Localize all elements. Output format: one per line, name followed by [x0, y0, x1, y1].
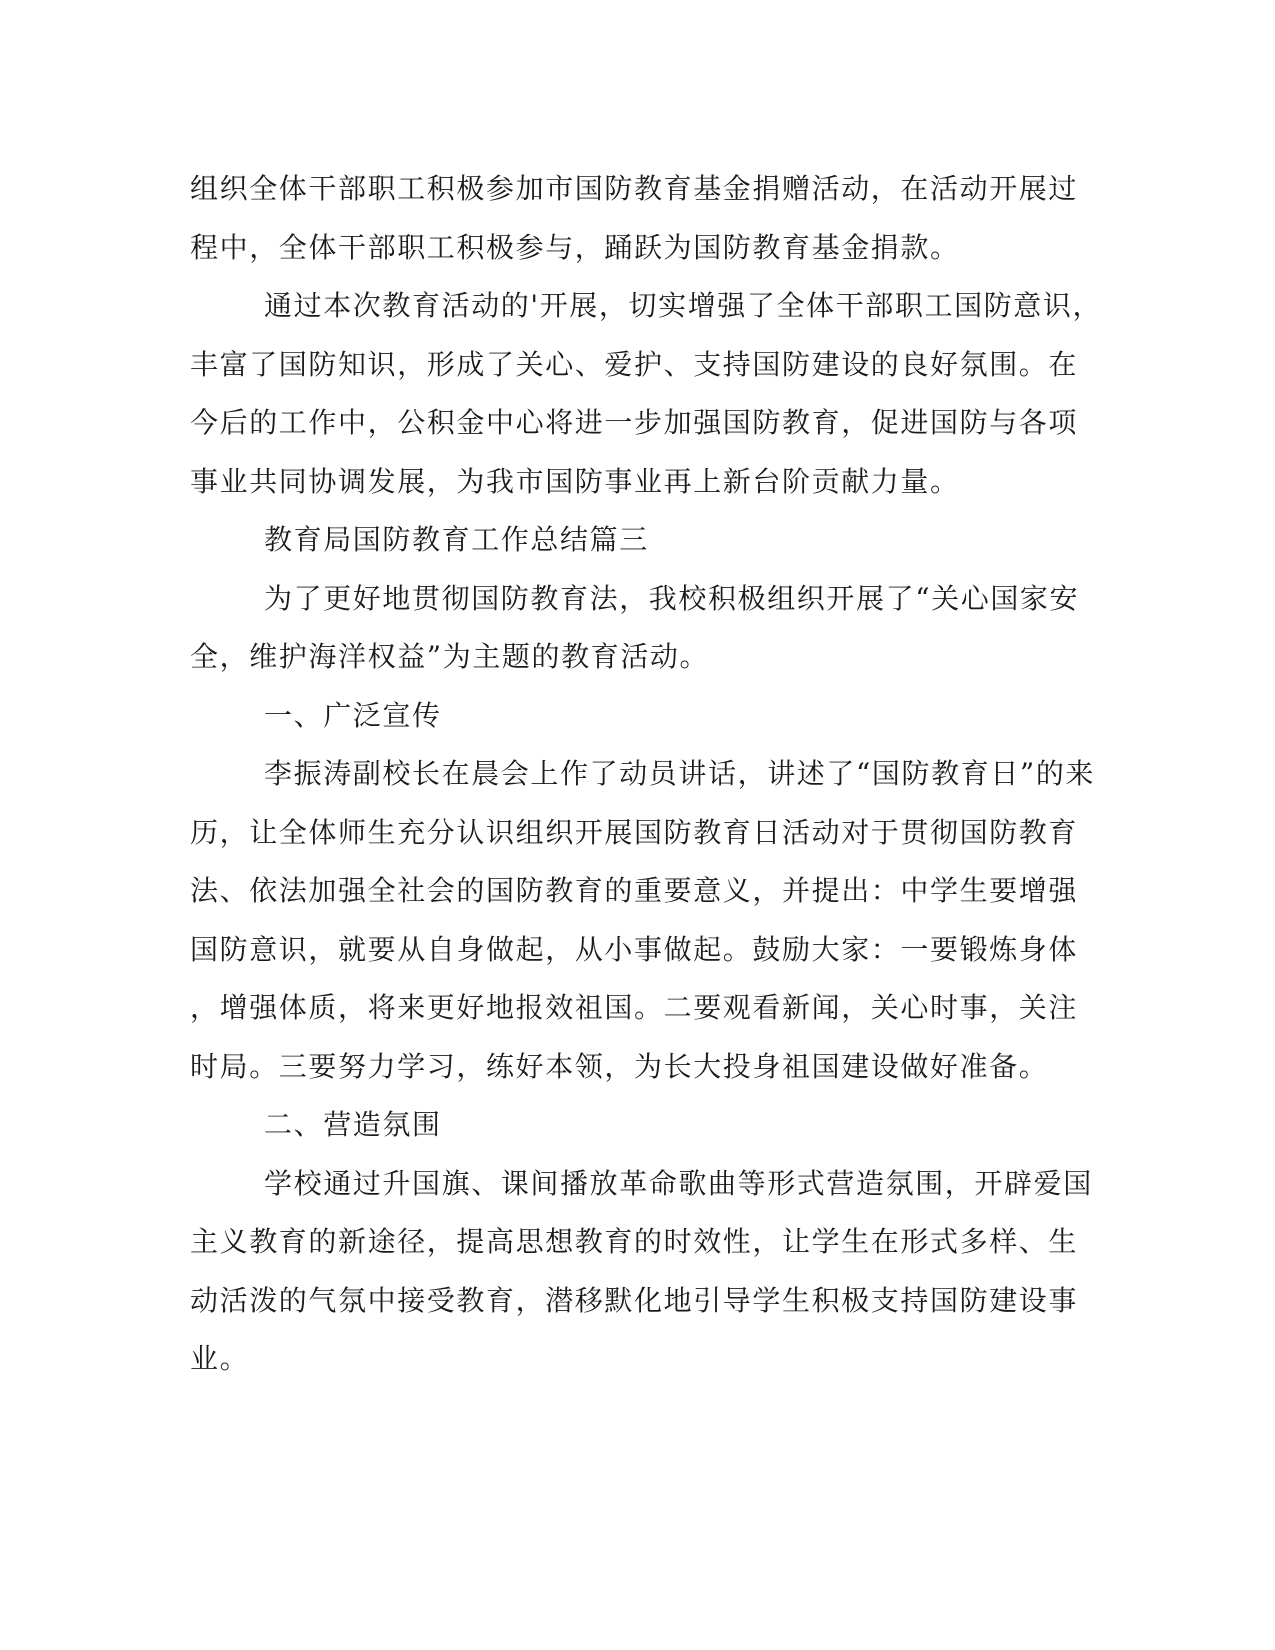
text-line: 事业共同协调发展，为我市国防事业再上新台阶贡献力量。	[190, 464, 960, 498]
text-line: 组织全体干部职工积极参加市国防教育基金捐赠活动，在活动开展过	[190, 172, 1079, 205]
text-line: 李振涛副校长在晨会上作了动员讲话，讲述了“国防教育日”的来	[264, 757, 1096, 790]
text-line: 教育局国防教育工作总结篇三	[264, 523, 649, 556]
text-line: 程中，全体干部职工积极参与，踊跃为国防教育基金捐款。	[190, 230, 960, 264]
text-line: 全，维护海洋权益”为主题的教育活动。	[190, 640, 710, 673]
text-line: 动活泼的气氛中接受教育，潜移默化地引导学生积极支持国防建设事	[190, 1283, 1079, 1317]
document-body	[190, 160, 1103, 1389]
text-line: 二、营造氛围	[264, 1108, 442, 1141]
text-line: 法、依法加强全社会的国防教育的重要意义，并提出：中学生要增强	[190, 874, 1079, 907]
text-line: ，增强体质，将来更好地报效祖国。二要观看新闻，关心时事，关注	[190, 991, 1079, 1024]
text-line: 时局。三要努力学习，练好本领，为长大投身祖国建设做好准备。	[190, 1049, 1049, 1083]
text-line: 学校通过升国旗、课间播放革命歌曲等形式营造氛围，开辟爱国	[264, 1166, 1093, 1200]
text-line: 今后的工作中，公积金中心将进一步加强国防教育，促进国防与各项	[190, 406, 1079, 439]
text-line: 主义教育的新途径，提高思想教育的时效性，让学生在形式多样、生	[190, 1225, 1079, 1258]
text-line: 丰富了国防知识，形成了关心、爱护、支持国防建设的良好氛围。在	[190, 347, 1079, 381]
text-line: 一、广泛宣传	[264, 698, 442, 732]
text-line: 为了更好地贯彻国防教育法，我校积极组织开展了“关心国家安	[264, 581, 1080, 615]
text-line: 通过本次教育活动的'开展，切实增强了全体干部职工国防意识，	[264, 289, 1103, 322]
text-line: 历，让全体师生充分认识组织开展国防教育日活动对于贯彻国防教育	[190, 815, 1079, 849]
text-line: 业。	[190, 1342, 250, 1375]
text-line: 国防意识，就要从自身做起，从小事做起。鼓励大家：一要锻炼身体	[190, 932, 1079, 966]
